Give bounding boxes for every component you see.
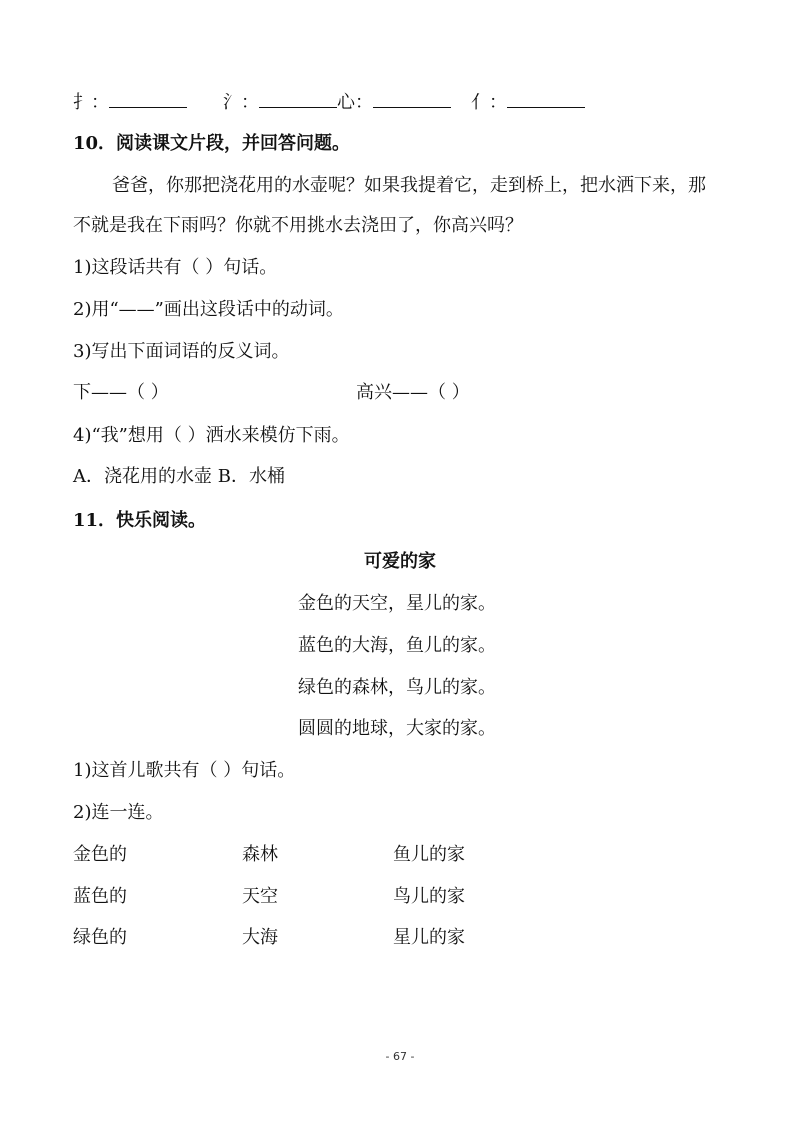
match-col3-item[interactable]: 鱼儿的家 bbox=[393, 844, 465, 865]
match-col1-item[interactable]: 金色的 bbox=[73, 844, 127, 865]
question-10-sub4: 4)“我”想用（ ）洒水来模仿下雨。 bbox=[73, 425, 350, 446]
answer-blank[interactable] bbox=[109, 90, 187, 108]
answer-blank[interactable] bbox=[259, 90, 337, 108]
radical-item bbox=[337, 90, 451, 115]
antonym-right: 高兴——（ ） bbox=[356, 382, 470, 403]
match-col2-item[interactable]: 大海 bbox=[242, 927, 278, 948]
poem-title: 可爱的家 bbox=[364, 551, 436, 572]
question-11-sub1: 1)这首儿歌共有（ ）句话。 bbox=[73, 760, 296, 781]
poem-line: 金色的天空，星儿的家。 bbox=[298, 593, 496, 614]
match-col3-item[interactable]: 鸟儿的家 bbox=[393, 886, 465, 907]
match-col2-item[interactable]: 森林 bbox=[242, 844, 278, 865]
poem-line: 绿色的森林，鸟儿的家。 bbox=[298, 677, 496, 698]
poem-line: 圆圆的地球，大家的家。 bbox=[298, 718, 496, 739]
radical-label: 亻： bbox=[471, 92, 507, 113]
question-10-sub3: 3)写出下面词语的反义词。 bbox=[73, 341, 290, 362]
radical-item bbox=[223, 90, 337, 115]
page-number: - 67 - bbox=[385, 1050, 415, 1063]
match-col2-item[interactable]: 天空 bbox=[242, 886, 278, 907]
poem-line: 蓝色的大海，鱼儿的家。 bbox=[298, 635, 496, 656]
question-10-sub1: 1)这段话共有（ ）句话。 bbox=[73, 257, 278, 278]
passage-line: 不就是我在下雨吗？你就不用挑水去浇田了，你高兴吗？ bbox=[73, 215, 523, 236]
question-10-options: A．浇花用的水壶 B．水桶 bbox=[73, 466, 285, 487]
radical-label: 心： bbox=[337, 92, 373, 113]
radical-item bbox=[73, 90, 187, 115]
match-col3-item[interactable]: 星儿的家 bbox=[393, 927, 465, 948]
antonym-left: 下——（ ） bbox=[73, 382, 169, 403]
question-11-sub2: 2)连一连。 bbox=[73, 802, 164, 823]
radical-label: 扌： bbox=[73, 92, 109, 113]
radical-item bbox=[471, 90, 585, 115]
passage-line: 爸爸，你那把浇花用的水壶呢？如果我提着它，走到桥上，把水洒下来，那 bbox=[112, 175, 706, 196]
match-col1-item[interactable]: 蓝色的 bbox=[73, 886, 127, 907]
match-col1-item[interactable]: 绿色的 bbox=[73, 927, 127, 948]
question-10-title: 10．阅读课文片段，并回答问题。 bbox=[73, 133, 351, 154]
radical-label: 氵： bbox=[223, 92, 259, 113]
question-10-sub2: 2)用“——”画出这段话中的动词。 bbox=[73, 299, 344, 320]
answer-blank[interactable] bbox=[373, 90, 451, 108]
answer-blank[interactable] bbox=[507, 90, 585, 108]
question-11-title: 11．快乐阅读。 bbox=[73, 510, 207, 531]
